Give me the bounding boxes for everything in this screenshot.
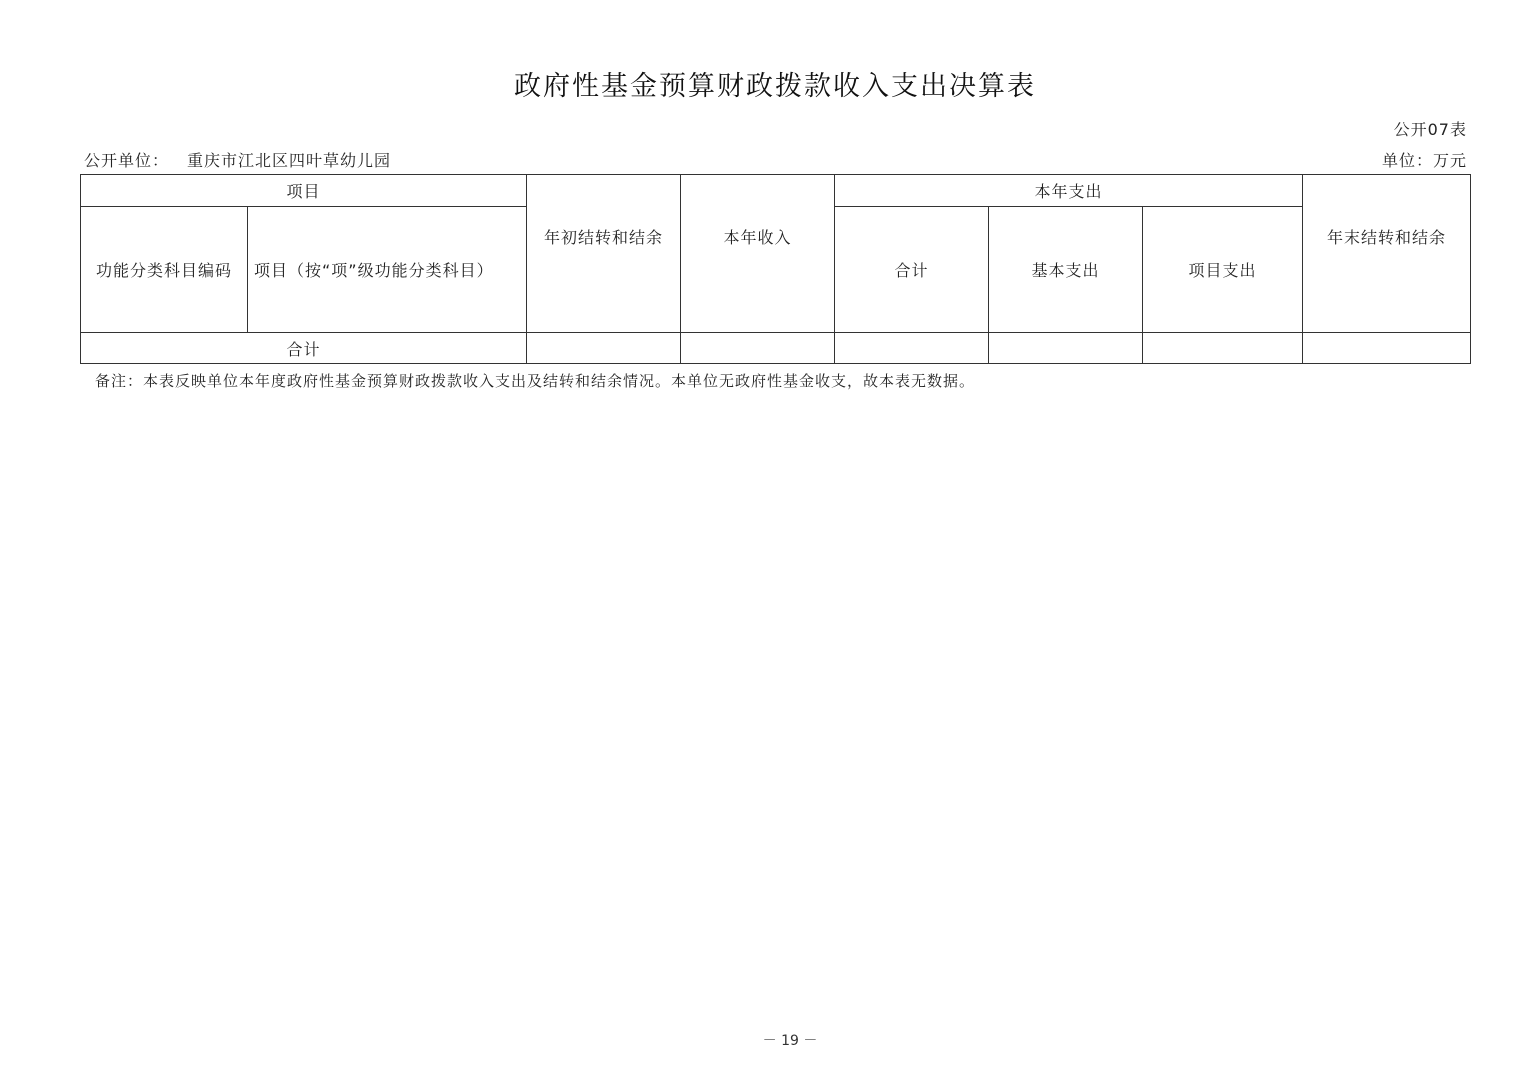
table-note: 备注：本表反映单位本年度政府性基金预算财政拨款收入支出及结转和结余情况。本单位无政府性基金收支，故本表无数据。 bbox=[95, 372, 976, 390]
org-name: 重庆市江北区四叶草幼儿园 bbox=[187, 151, 392, 170]
header-code: 功能分类科目编码 bbox=[81, 207, 248, 333]
header-row-1 bbox=[81, 175, 1471, 207]
total-income bbox=[681, 333, 835, 364]
org-info bbox=[84, 148, 391, 171]
header-begin-balance: 年初结转和结余 bbox=[527, 175, 681, 333]
header-end-balance: 年末结转和结余 bbox=[1303, 175, 1471, 333]
total-label: 合计 bbox=[81, 333, 527, 364]
header-basic: 基本支出 bbox=[989, 207, 1143, 333]
page-number: － 19 － bbox=[762, 1033, 818, 1049]
total-row bbox=[81, 333, 1471, 364]
total-begin-balance bbox=[527, 333, 681, 364]
total-basic bbox=[989, 333, 1143, 364]
header-income: 本年收入 bbox=[681, 175, 835, 333]
total-project-expense bbox=[1143, 333, 1303, 364]
table-number: 公开07表 bbox=[1393, 120, 1467, 139]
document-title: 政府性基金预算财政拨款收入支出决算表 bbox=[514, 71, 1036, 102]
header-project: 项目 bbox=[81, 175, 527, 207]
total-expense-total bbox=[835, 333, 989, 364]
budget-table bbox=[80, 174, 1471, 364]
unit-row bbox=[84, 148, 1467, 171]
header-project-expense: 项目支出 bbox=[1143, 207, 1303, 333]
header-expense-group: 本年支出 bbox=[835, 175, 1303, 207]
total-end-balance bbox=[1303, 333, 1471, 364]
header-item: 项目（按“项”级功能分类科目） bbox=[248, 207, 527, 333]
org-label: 公开单位： bbox=[84, 151, 170, 170]
unit-label: 单位：万元 bbox=[1381, 151, 1467, 170]
header-total: 合计 bbox=[835, 207, 989, 333]
